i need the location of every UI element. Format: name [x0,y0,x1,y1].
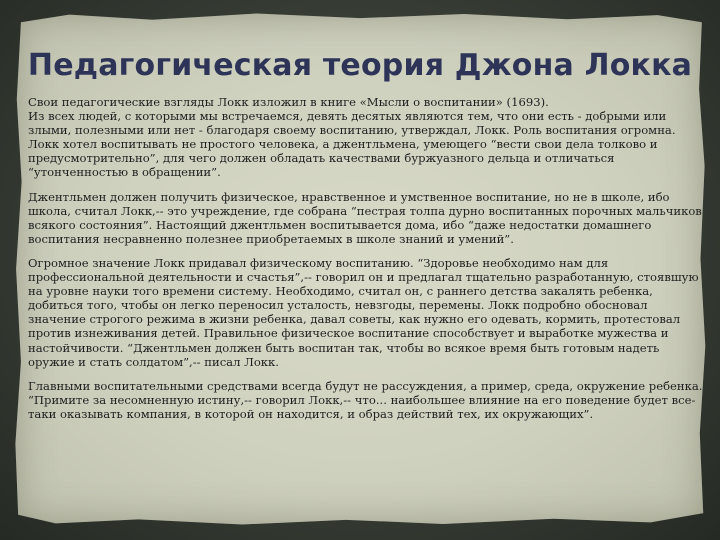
paragraph-physical-education: Огромное значение Локк придавал физическому воспитанию. “Здоровье необходимо нам для профессиональной деятельности и счастья”,-- говорил он и предлагал тщательно разработанную, стоявшую на уровне науки того времени систему. Необходимо, считал он, с раннего детства закалять ребенка, добиться того, чтобы он легко переносил усталость, невзгоды, перемены. Локк подробно обосновал значение строгого режима в жизни ребенка, давал советы, как нужно его одевать, кормить, протестовал против изнеживания детей. Правильное физическое воспитание способствует и выработке мужества и настойчивости. “Джентльмен должен быть воспитан так, чтобы во всякое время быть готовым надеть оружие и стать солдатом”,-- писал Локк. [28,255,699,369]
paragraph-upbringing-role: Из всех людей, с которыми мы встречаемся, девять десятых являются тем, что они есть - добрыми или злыми, полезными или нет - благодаря своему воспитанию, утверждал, Локк. Роль воспитания огромна. Локк хотел воспитывать не простого человека, а джентльмена, умеющего “вести свои дела толково и предусмотрительно”, для чего должен обладать качествами буржуазного дельца и отличаться “утонченностью в обращении”. [28,109,676,180]
slide-body [28,95,708,431]
paragraph-educational-means: Главными воспитательными средствами всегда будут не рассуждения, а пример, среда, окружение ребенка. “Примите за несомненную истину,-- говорил Локк,-- что... наибольшее влияние на его поведение будет все-таки оказывать компания, в которой он находится, и образ действий тех, их окружающих”. [28,378,703,421]
paragraph-gentleman-education: Джентльмен должен получить физическое, нравственное и умственное воспитание, но не в школе, ибо школа, считал Локк,-- это учреждение, где собрана “пестрая толпа дурно воспитанных порочных мальчиков всякого состояния”. Настоящий джентльмен воспитывается дома, ибо “даже недостатки домашнего воспитания несравненно полезнее приобретаемых в школе знаний и умений”. [28,189,702,246]
slide-title: Педагогическая теория Джона Локка [27,48,693,83]
paragraph-intro: Свои педагогические взгляды Локк изложил в книге «Мысли о воспитании» (1693). [28,95,549,109]
